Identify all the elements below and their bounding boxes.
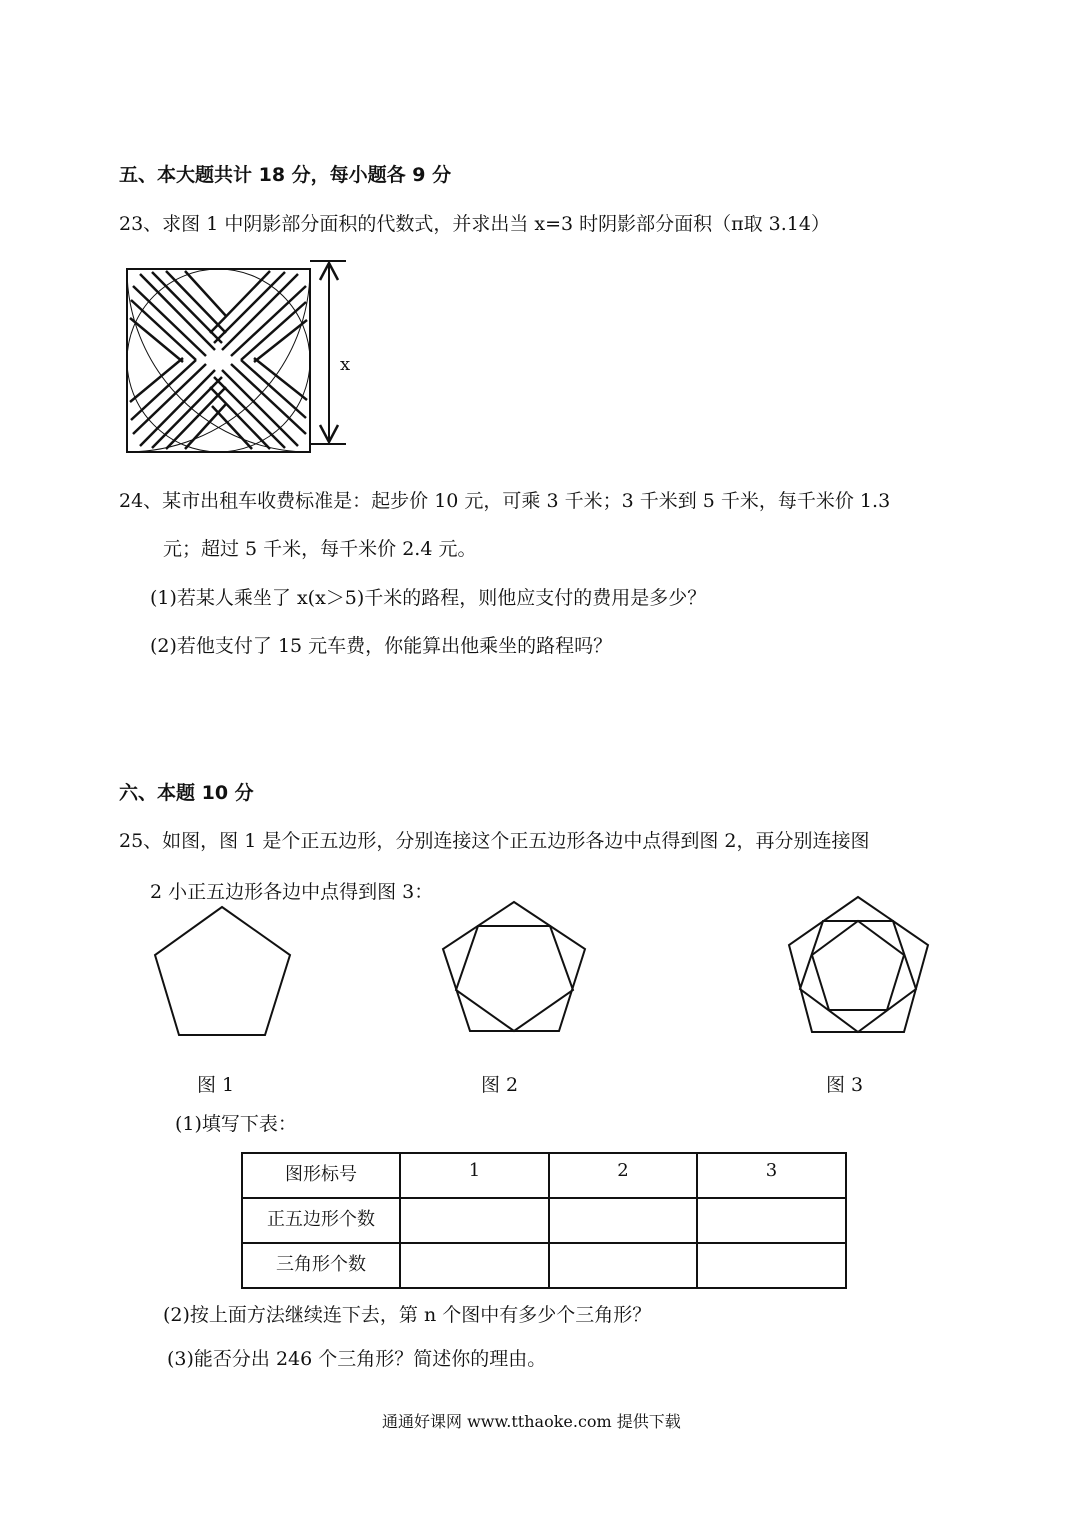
question-24-line-2: 元；超过 5 千米，每千米价 2.4 元。: [163, 538, 477, 560]
answer-cell[interactable]: [697, 1243, 846, 1288]
question-23-text: 23、求图 1 中阴影部分面积的代数式，并求出当 x=3 时阴影部分面积（π取 3.14）: [119, 213, 830, 235]
row-label-pentagon-count: 正五边形个数: [242, 1198, 400, 1243]
figure-3-inner-pentagon: [812, 921, 904, 1010]
table-header-row: [242, 1153, 846, 1198]
row-label-triangle-count: 三角形个数: [242, 1243, 400, 1288]
question-24-part-1: (1)若某人乘坐了 x(x＞5)千米的路程，则他应支付的费用是多少？: [150, 587, 707, 609]
question-25-line-1: 25、如图，图 1 是个正五边形，分别连接这个正五边形各边中点得到图 2，再分别连接图: [119, 830, 870, 852]
section-6-heading: 六、本题 10 分: [119, 782, 254, 804]
figure-3-middle-pentagon: [800, 921, 916, 1032]
answer-cell[interactable]: [400, 1243, 549, 1288]
table-row: [242, 1198, 846, 1243]
figure-3-caption: 图 3: [826, 1074, 864, 1096]
table-header-cell: 3: [697, 1153, 846, 1198]
question-25-line-2: 2 小正五边形各边中点得到图 3：: [150, 881, 434, 903]
figure-1-caption: 图 1: [197, 1074, 235, 1096]
section-5-heading: 五、本大题共计 18 分，每小题各 9 分: [119, 164, 452, 186]
question-25-part-1: (1)填写下表：: [175, 1113, 297, 1135]
table-header-cell: 1: [400, 1153, 549, 1198]
page-footer: 通通好课网 www.tthaoke.com 提供下载: [382, 1412, 681, 1431]
question-24-line-1: 24、某市出租车收费标准是：起步价 10 元，可乘 3 千米；3 千米到 5 千米，每千米价 1.3: [119, 490, 891, 512]
table-header-cell: 2: [549, 1153, 697, 1198]
dimension-label-x: x: [340, 354, 351, 375]
table-header-cell: 图形标号: [242, 1153, 400, 1198]
figure-2-inner-pentagon: [456, 926, 573, 1031]
fill-in-table: [241, 1152, 847, 1289]
question-25-part-2: (2)按上面方法继续连下去，第 n 个图中有多少个三角形？: [163, 1304, 652, 1326]
table-row: [242, 1243, 846, 1288]
question-25-part-3: (3)能否分出 246 个三角形？简述你的理由。: [167, 1348, 547, 1370]
question-24-part-2: (2)若他支付了 15 元车费，你能算出他乘坐的路程吗？: [150, 635, 613, 657]
answer-cell[interactable]: [549, 1198, 697, 1243]
answer-cell[interactable]: [549, 1243, 697, 1288]
answer-cell[interactable]: [697, 1198, 846, 1243]
answer-cell[interactable]: [400, 1198, 549, 1243]
figure-2-caption: 图 2: [481, 1074, 519, 1096]
figure-1-pentagon: [155, 907, 290, 1035]
